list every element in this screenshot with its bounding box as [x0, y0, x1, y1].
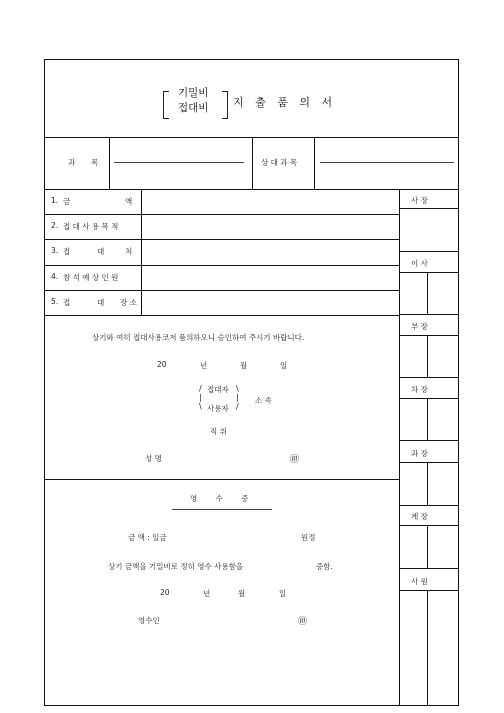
signoff-line	[399, 568, 459, 569]
fields-bottom	[44, 315, 399, 316]
receipt-date-month: 월	[238, 589, 246, 598]
signoff-label-staff: 사 원	[411, 577, 428, 586]
field-label-a: 접	[63, 247, 71, 256]
account-divider-2	[252, 137, 253, 189]
signoff-line	[399, 251, 459, 252]
field-label-a: 접	[63, 298, 71, 307]
receipt-date-day: 일	[279, 589, 287, 598]
counter-account-label: 상 대 과 목	[261, 158, 298, 167]
venue-input[interactable]	[142, 291, 398, 314]
title-stack	[178, 86, 208, 116]
receipt-statement-end: 증함.	[316, 562, 333, 571]
signoff-box-deputy-manager[interactable]	[400, 399, 458, 439]
approval-statement: 상기와 여히 접대사용코저 품의하오니 승인하여 주시기 바랍니다.	[92, 333, 305, 342]
field-label-mid: 대	[97, 298, 105, 307]
affiliation-label: 소 속	[255, 396, 272, 405]
signoff-label-general-manager: 부 장	[411, 322, 428, 331]
paren-open: / | \	[199, 384, 202, 411]
purpose-input[interactable]	[142, 215, 398, 238]
account-divider-1	[109, 137, 110, 189]
field-label-a: 접 대 사 용 목 적	[63, 222, 119, 231]
field-num: 5.	[51, 297, 59, 306]
amount-label: 금 액 : 일금	[128, 533, 167, 542]
seal-icon[interactable]: ㊞	[290, 455, 300, 465]
amount-unit: 원정	[301, 533, 316, 542]
account-label-left: 과	[68, 158, 76, 167]
counter-account-input-line[interactable]	[320, 162, 454, 163]
field-label-mid: 대	[97, 247, 105, 256]
account-divider-3	[314, 137, 315, 189]
signoff-label-director: 이 사	[411, 259, 428, 268]
signoff-label-unit-chief: 계 장	[411, 512, 428, 521]
signoff-box-director-1[interactable]	[400, 273, 426, 313]
date-prefix: 20	[157, 360, 167, 369]
field-num: 4.	[51, 272, 59, 281]
date-month: 월	[240, 361, 248, 370]
field-label-b: 처	[125, 247, 133, 256]
entertainment-place-input[interactable]	[142, 240, 398, 264]
account-label-left-b: 목	[91, 158, 99, 167]
attendees-input[interactable]	[142, 266, 398, 289]
signoff-box-general-manager[interactable]	[400, 336, 458, 376]
name-label: 성 명	[145, 454, 162, 463]
receipt-title: 영 수 증	[190, 494, 257, 503]
signoff-box-director-2[interactable]	[428, 273, 458, 313]
signoff-label-president: 사 장	[411, 196, 428, 205]
receiver-label: 영수인	[138, 616, 160, 625]
role-user: 사용자	[207, 404, 229, 413]
approval-bottom	[44, 479, 399, 480]
signoff-label-section-chief: 과 장	[411, 449, 428, 458]
right-bracket	[222, 91, 228, 119]
signoff-line	[399, 314, 459, 315]
signoff-line	[399, 377, 459, 378]
receipt-statement: 상기 금액을 기밀비로 정히 영수 사용함을	[108, 562, 244, 571]
field-label-b: 장 소	[120, 298, 137, 307]
signoff-label-deputy-manager: 차 장	[411, 385, 428, 394]
date-day: 일	[280, 361, 288, 370]
field-label-b: 액	[125, 197, 133, 206]
receipt-title-underline	[172, 509, 272, 510]
signoff-box-staff[interactable]	[400, 591, 458, 705]
field-num: 1.	[51, 196, 59, 205]
title-secret-expense: 기밀비	[178, 87, 209, 99]
title-entertainment-expense: 접대비	[178, 102, 209, 114]
position-label: 직 위	[210, 427, 227, 436]
left-bracket	[163, 91, 169, 119]
date-year: 년	[200, 361, 208, 370]
field-label-a: 참 석 예 상 인 원	[63, 273, 119, 282]
account-input-line[interactable]	[114, 162, 244, 163]
field-num: 3.	[51, 246, 59, 255]
amount-input[interactable]	[142, 190, 398, 213]
receipt-date-year: 년	[203, 589, 211, 598]
signoff-box-section-chief[interactable]	[400, 463, 458, 504]
receipt-seal-icon[interactable]: ㊞	[298, 617, 308, 627]
field-num: 2.	[51, 221, 59, 230]
signoff-line	[399, 440, 459, 441]
signoff-box-president[interactable]	[400, 209, 458, 250]
signoff-box-unit-chief[interactable]	[400, 526, 458, 567]
receipt-date-prefix: 20	[160, 588, 170, 597]
field-label-a: 금	[63, 197, 71, 206]
role-entertainer: 접대자	[207, 385, 229, 394]
paren-close: \ | /	[236, 384, 239, 411]
title-main: 지 출 품 의 서	[233, 96, 337, 109]
signoff-line	[399, 505, 459, 506]
